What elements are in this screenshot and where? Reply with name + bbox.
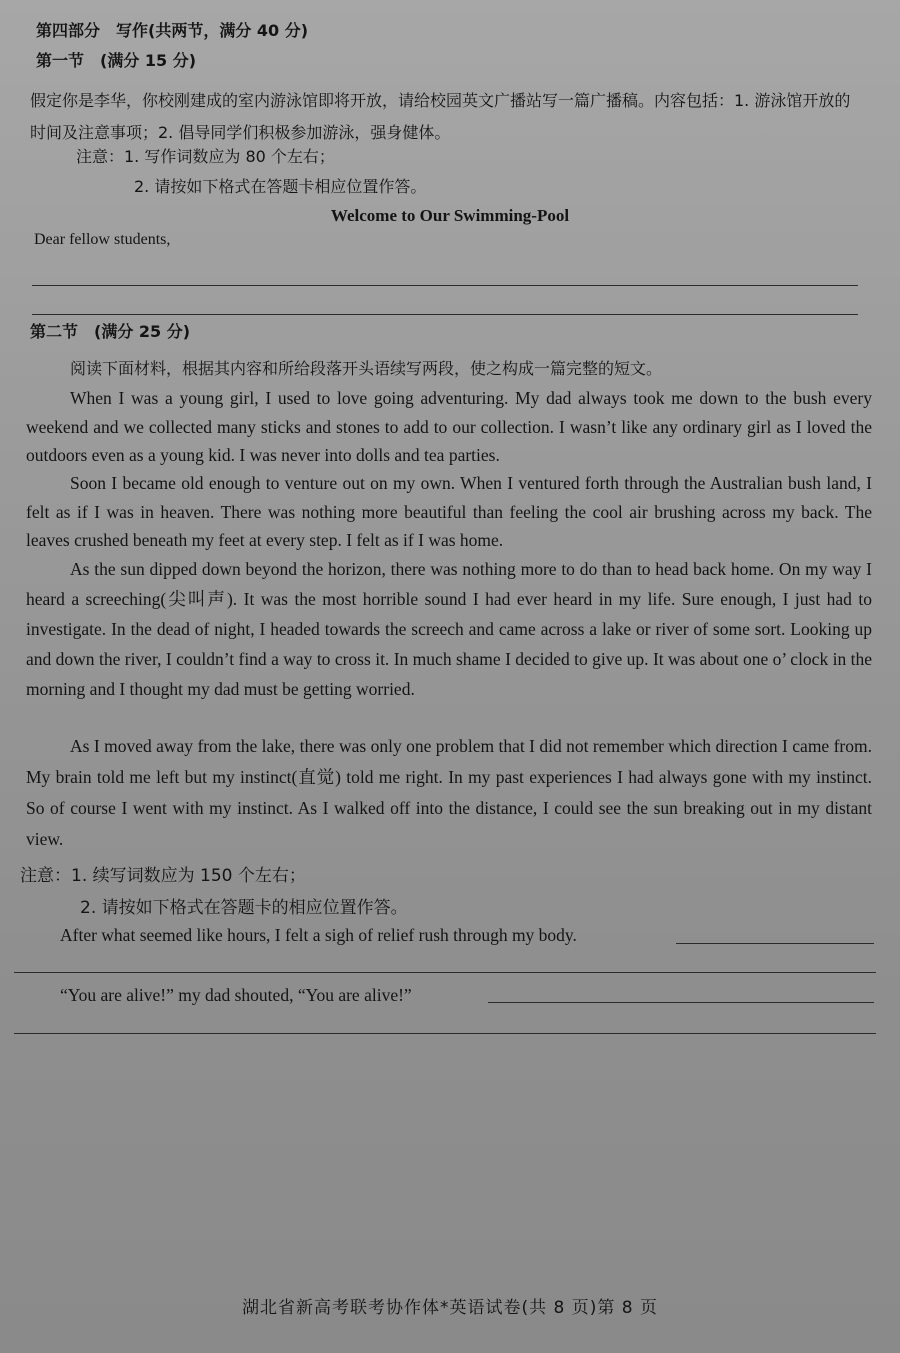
answer-line bbox=[32, 314, 858, 315]
answer-line bbox=[32, 285, 858, 286]
answer-line bbox=[14, 1033, 876, 1034]
section2-note-2: 2. 请按如下格式在答题卡的相应位置作答。 bbox=[80, 898, 408, 918]
continuation-opening-1: After what seemed like hours, I felt a sigh of relief rush through my body. bbox=[60, 925, 577, 945]
essay-greeting: Dear fellow students, bbox=[34, 231, 171, 248]
section2-title: 第二节 (满分 25 分) bbox=[30, 322, 191, 341]
section1-task: 假定你是李华，你校刚建成的室内游泳馆即将开放，请给校园英文广播站写一篇广播稿。内容包括：1. 游泳馆开放的时间及注意事项；2. 倡导同学们积极参加游泳，强身健体。 bbox=[30, 91, 851, 142]
essay-title: Welcome to Our Swimming-Pool bbox=[330, 206, 570, 225]
answer-line bbox=[488, 1002, 874, 1003]
page-footer: 湖北省新高考联考协作体*英语试卷(共 8 页)第 8 页 bbox=[241, 1298, 658, 1318]
part-title: 第四部分 写作(共两节，满分 40 分) bbox=[36, 21, 309, 40]
section1-title: 第一节 (满分 15 分) bbox=[36, 51, 197, 70]
story-paragraph: As I moved away from the lake, there was only one problem that I did not remember which direction I came from. My brain told me left but my instinct(直觉) told me right. In my past experiences I had always gone with my instinct. So of course I went with my instinct. As I walked off into the distance, I could see the sun breaking out in my distant view. bbox=[26, 736, 872, 849]
section1-note-1: 注意：1. 写作词数应为 80 个左右； bbox=[76, 147, 335, 166]
answer-line bbox=[14, 972, 876, 973]
section1-note-2: 2. 请按如下格式在答题卡相应位置作答。 bbox=[134, 177, 427, 196]
section2-instruction: 阅读下面材料，根据其内容和所给段落开头语续写两段，使之构成一篇完整的短文。 bbox=[70, 359, 663, 378]
section2-note-1: 注意：1. 续写词数应为 150 个左右； bbox=[20, 866, 306, 886]
continuation-opening-2: “You are alive!” my dad shouted, “You are alive!” bbox=[60, 985, 412, 1005]
story-paragraph: When I was a young girl, I used to love going adventuring. My dad always took me down to the bush every weekend and we collected many sticks and stones to add to our collection. I wasn’t like any ordinary girl as I loved the outdoors even as a young kid. I was never into dolls and tea parties. bbox=[26, 388, 872, 465]
story-paragraph: As the sun dipped down beyond the horizon, there was nothing more to do than to head back home. On my way I heard a screeching(尖叫声). It was the most horrible sound I had ever heard in my life. Sure enough, I just had to investigate. In the dead of night, I headed towards the screech and came across a lake or river of some sort. Looking up and down the river, I couldn’t find a way to cross it. In much shame I decided to give up. It was about one o’ clock in the morning and I thought my dad must be getting worried. bbox=[26, 559, 872, 699]
story-paragraph: Soon I became old enough to venture out on my own. When I ventured forth through the Australian bush land, I felt as if I was in heaven. There was nothing more beautiful than feeling the cool air brushing across my back. The leaves crushed beneath my feet at every step. I felt as if I was home. bbox=[26, 473, 872, 550]
answer-line bbox=[676, 943, 874, 944]
